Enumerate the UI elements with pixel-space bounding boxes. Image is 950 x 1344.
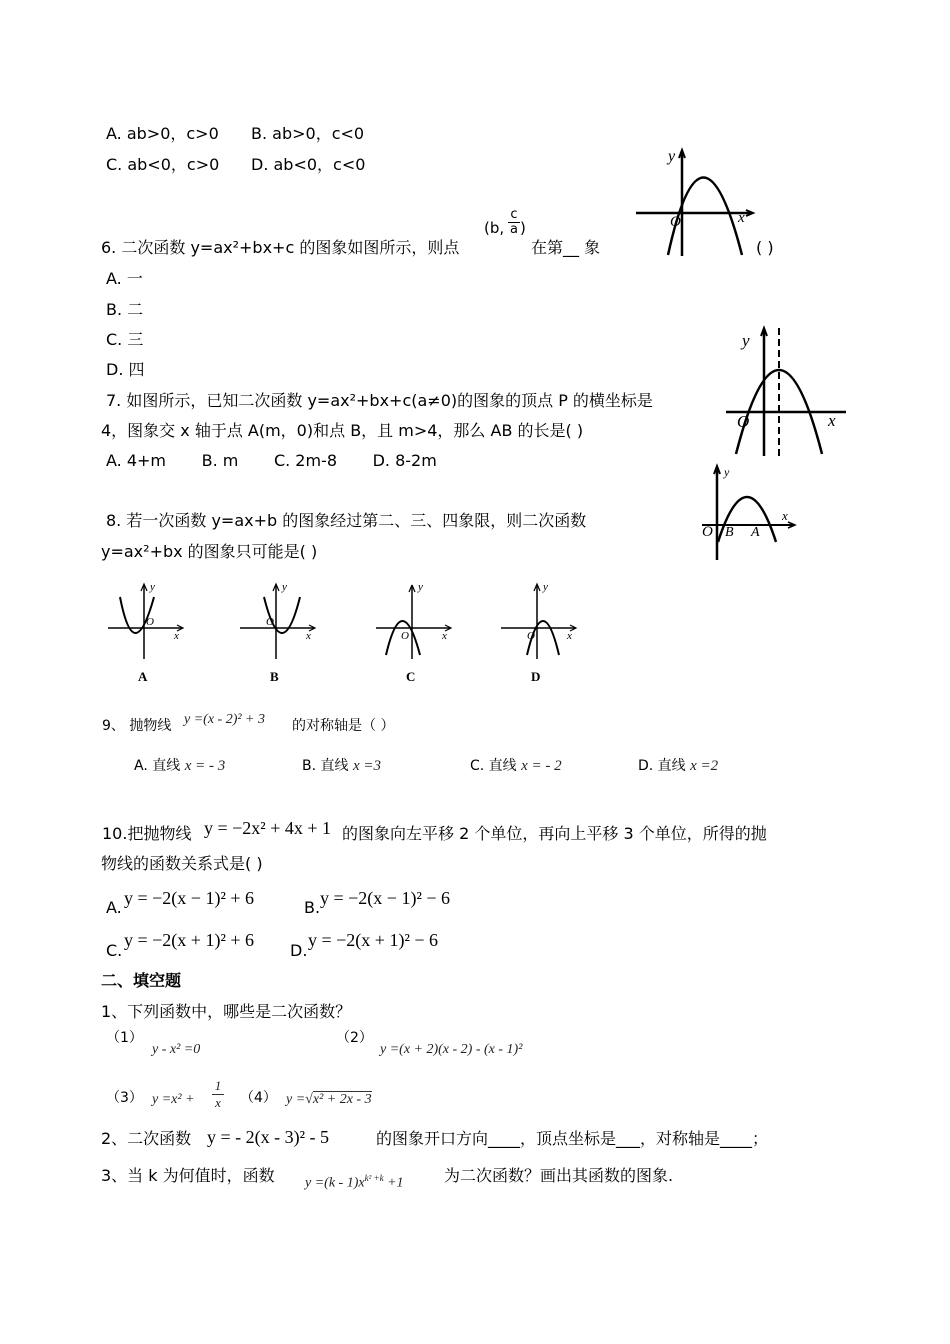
f1-item4-index: （4） (240, 1090, 277, 1106)
svg-text:O: O (670, 214, 681, 230)
q10-option-b-expr: y = −2(x − 1)² − 6 (320, 888, 450, 908)
q8-choice-label-d: D (531, 669, 541, 684)
q10-question-line2: 物线的函数关系式是( ) (101, 854, 263, 873)
svg-text:x: x (306, 630, 311, 642)
svg-text:y: y (282, 581, 287, 593)
svg-text:A: A (751, 525, 760, 540)
f1-question: 1、下列函数中，哪些是二次函数？ (101, 1002, 352, 1021)
svg-text:y: y (668, 148, 676, 165)
f1-item3-index: （3） (106, 1090, 143, 1106)
q7-question-line1: 7. 如图所示，已知二次函数 y=ax²+bx+c(a≠0)的图象的顶点 P 的横坐标是 (106, 391, 653, 410)
q9-option-c: C. 直线 x = - 2 (470, 758, 562, 774)
q6-point-close: ) (520, 219, 526, 237)
svg-text:x: x (782, 508, 788, 523)
q10-question-prefix: 10.把抛物线 (102, 824, 192, 843)
f2-question-suffix: 的图象开口方向____，顶点坐标是___，对称轴是____； (376, 1129, 769, 1148)
svg-text:x: x (442, 630, 447, 642)
q7-options: A. 4+m B. m C. 2m-8 D. 8-2m (106, 451, 437, 470)
f3-question-suffix: 为二次函数？画出其函数的图象. (444, 1166, 674, 1185)
svg-text:x: x (828, 411, 836, 430)
f1-item3-expr: y =x² + (152, 1092, 195, 1107)
q8-parabola-graph (700, 462, 800, 562)
q5-option-c: C. ab<0，c>0 (106, 155, 220, 174)
f2-question-prefix: 2、二次函数 (101, 1129, 192, 1148)
q6-option-c: C. 三 (106, 330, 144, 349)
q6-option-a: A. 一 (106, 269, 143, 288)
f3-question-prefix: 3、当 k 为何值时，函数 (101, 1166, 275, 1185)
q6-quadrant-text: 在第__ 象 (531, 238, 601, 257)
q9-option-b: B. 直线 x =3 (302, 758, 381, 774)
q10-option-a-expr: y = −2(x − 1)² + 6 (124, 888, 254, 908)
q10-question-suffix: 的图象向左平移 2 个单位，再向上平移 3 个单位，所得的抛 (342, 824, 767, 843)
q8-choice-graph-c (372, 577, 462, 687)
q10-option-b: B. (304, 898, 321, 917)
q8-choice-graph-a (104, 577, 194, 687)
svg-text:y: y (742, 331, 750, 350)
q10-option-d: D. (290, 941, 308, 960)
q8-choice-graph-b (236, 577, 326, 687)
q10-option-c-expr: y = −2(x + 1)² + 6 (124, 930, 254, 950)
svg-text:B: B (725, 525, 734, 540)
q8-question-line2: y=ax²+bx 的图象只可能是( ) (101, 542, 318, 561)
q6-answer-paren: ( ) (756, 238, 774, 257)
f1-item2-expr: y =(x + 2)(x - 2) - (x - 1)² (380, 1042, 523, 1057)
svg-text:O: O (702, 524, 713, 540)
svg-text:x: x (174, 630, 179, 642)
f1-item1-expr: y - x² =0 (152, 1042, 201, 1057)
svg-text:y: y (724, 465, 730, 479)
q5-option-b: B. ab>0，c<0 (251, 124, 365, 143)
q9-question-prefix: 9、 抛物线 (102, 718, 172, 734)
q6-option-b: B. 二 (106, 300, 144, 319)
q10-option-d-expr: y = −2(x + 1)² − 6 (308, 930, 438, 950)
svg-text:O: O (146, 616, 154, 628)
q8-choice-label-b: B (270, 669, 279, 684)
q5-option-d: D. ab<0，c<0 (251, 155, 366, 174)
svg-text:O: O (527, 630, 535, 642)
f2-expression: y = - 2(x - 3)² - 5 (207, 1127, 330, 1147)
q6-point: (b, (484, 219, 505, 237)
q5-option-a: A. ab>0，c>0 (106, 124, 219, 143)
q8-question-line1: 8. 若一次函数 y=ax+b 的图象经过第二、三、四象限，则二次函数 (106, 511, 587, 530)
f1-item2-index: （2） (336, 1030, 373, 1046)
f1-item4-expr: y =√x² + 2x - 3 (286, 1092, 372, 1107)
q10-expression: y = −2x² + 4x + 1 (204, 818, 332, 838)
q8-choice-label-a: A (138, 669, 148, 684)
q6-option-d: D. 四 (106, 360, 145, 379)
q7-parabola-graph (722, 322, 852, 460)
f1-item1-index: （1） (106, 1030, 143, 1046)
q10-option-c: C. (106, 941, 123, 960)
q8-choice-graph-d (497, 577, 587, 687)
svg-text:x: x (738, 210, 745, 226)
svg-text:y: y (543, 581, 548, 593)
q5-parabola-graph (630, 140, 760, 258)
q8-choice-label-c: C (406, 669, 416, 684)
svg-text:y: y (150, 581, 155, 593)
svg-text:O: O (737, 412, 750, 431)
q7-question-line2: 4，图象交 x 轴于点 A(m，0)和点 B，且 m>4，那么 AB 的长是( ) (101, 421, 584, 440)
f3-expression: $y =(k - 1)x^{k^2 +k} +1$ (305, 1173, 404, 1191)
q9-option-d: D. 直线 x =2 (638, 758, 719, 774)
q9-question-suffix: 的对称轴是（ ） (292, 718, 395, 734)
svg-text:y: y (418, 581, 423, 593)
q6-fraction: c a (508, 208, 520, 237)
svg-text:x: x (567, 630, 572, 642)
q9-option-a: A. 直线 x = - 3 (134, 758, 226, 774)
svg-text:O: O (266, 616, 274, 628)
q10-option-a: A. (106, 898, 122, 917)
svg-text:O: O (401, 630, 409, 642)
q9-expression: y =(x - 2)² + 3 (184, 712, 266, 727)
section-title-fill-in: 二、填空题 (101, 971, 182, 990)
q6-question: 6. 二次函数 y=ax²+bx+c 的图象如图所示，则点 (101, 238, 460, 257)
f1-item3-fraction: 1 x (212, 1078, 224, 1111)
